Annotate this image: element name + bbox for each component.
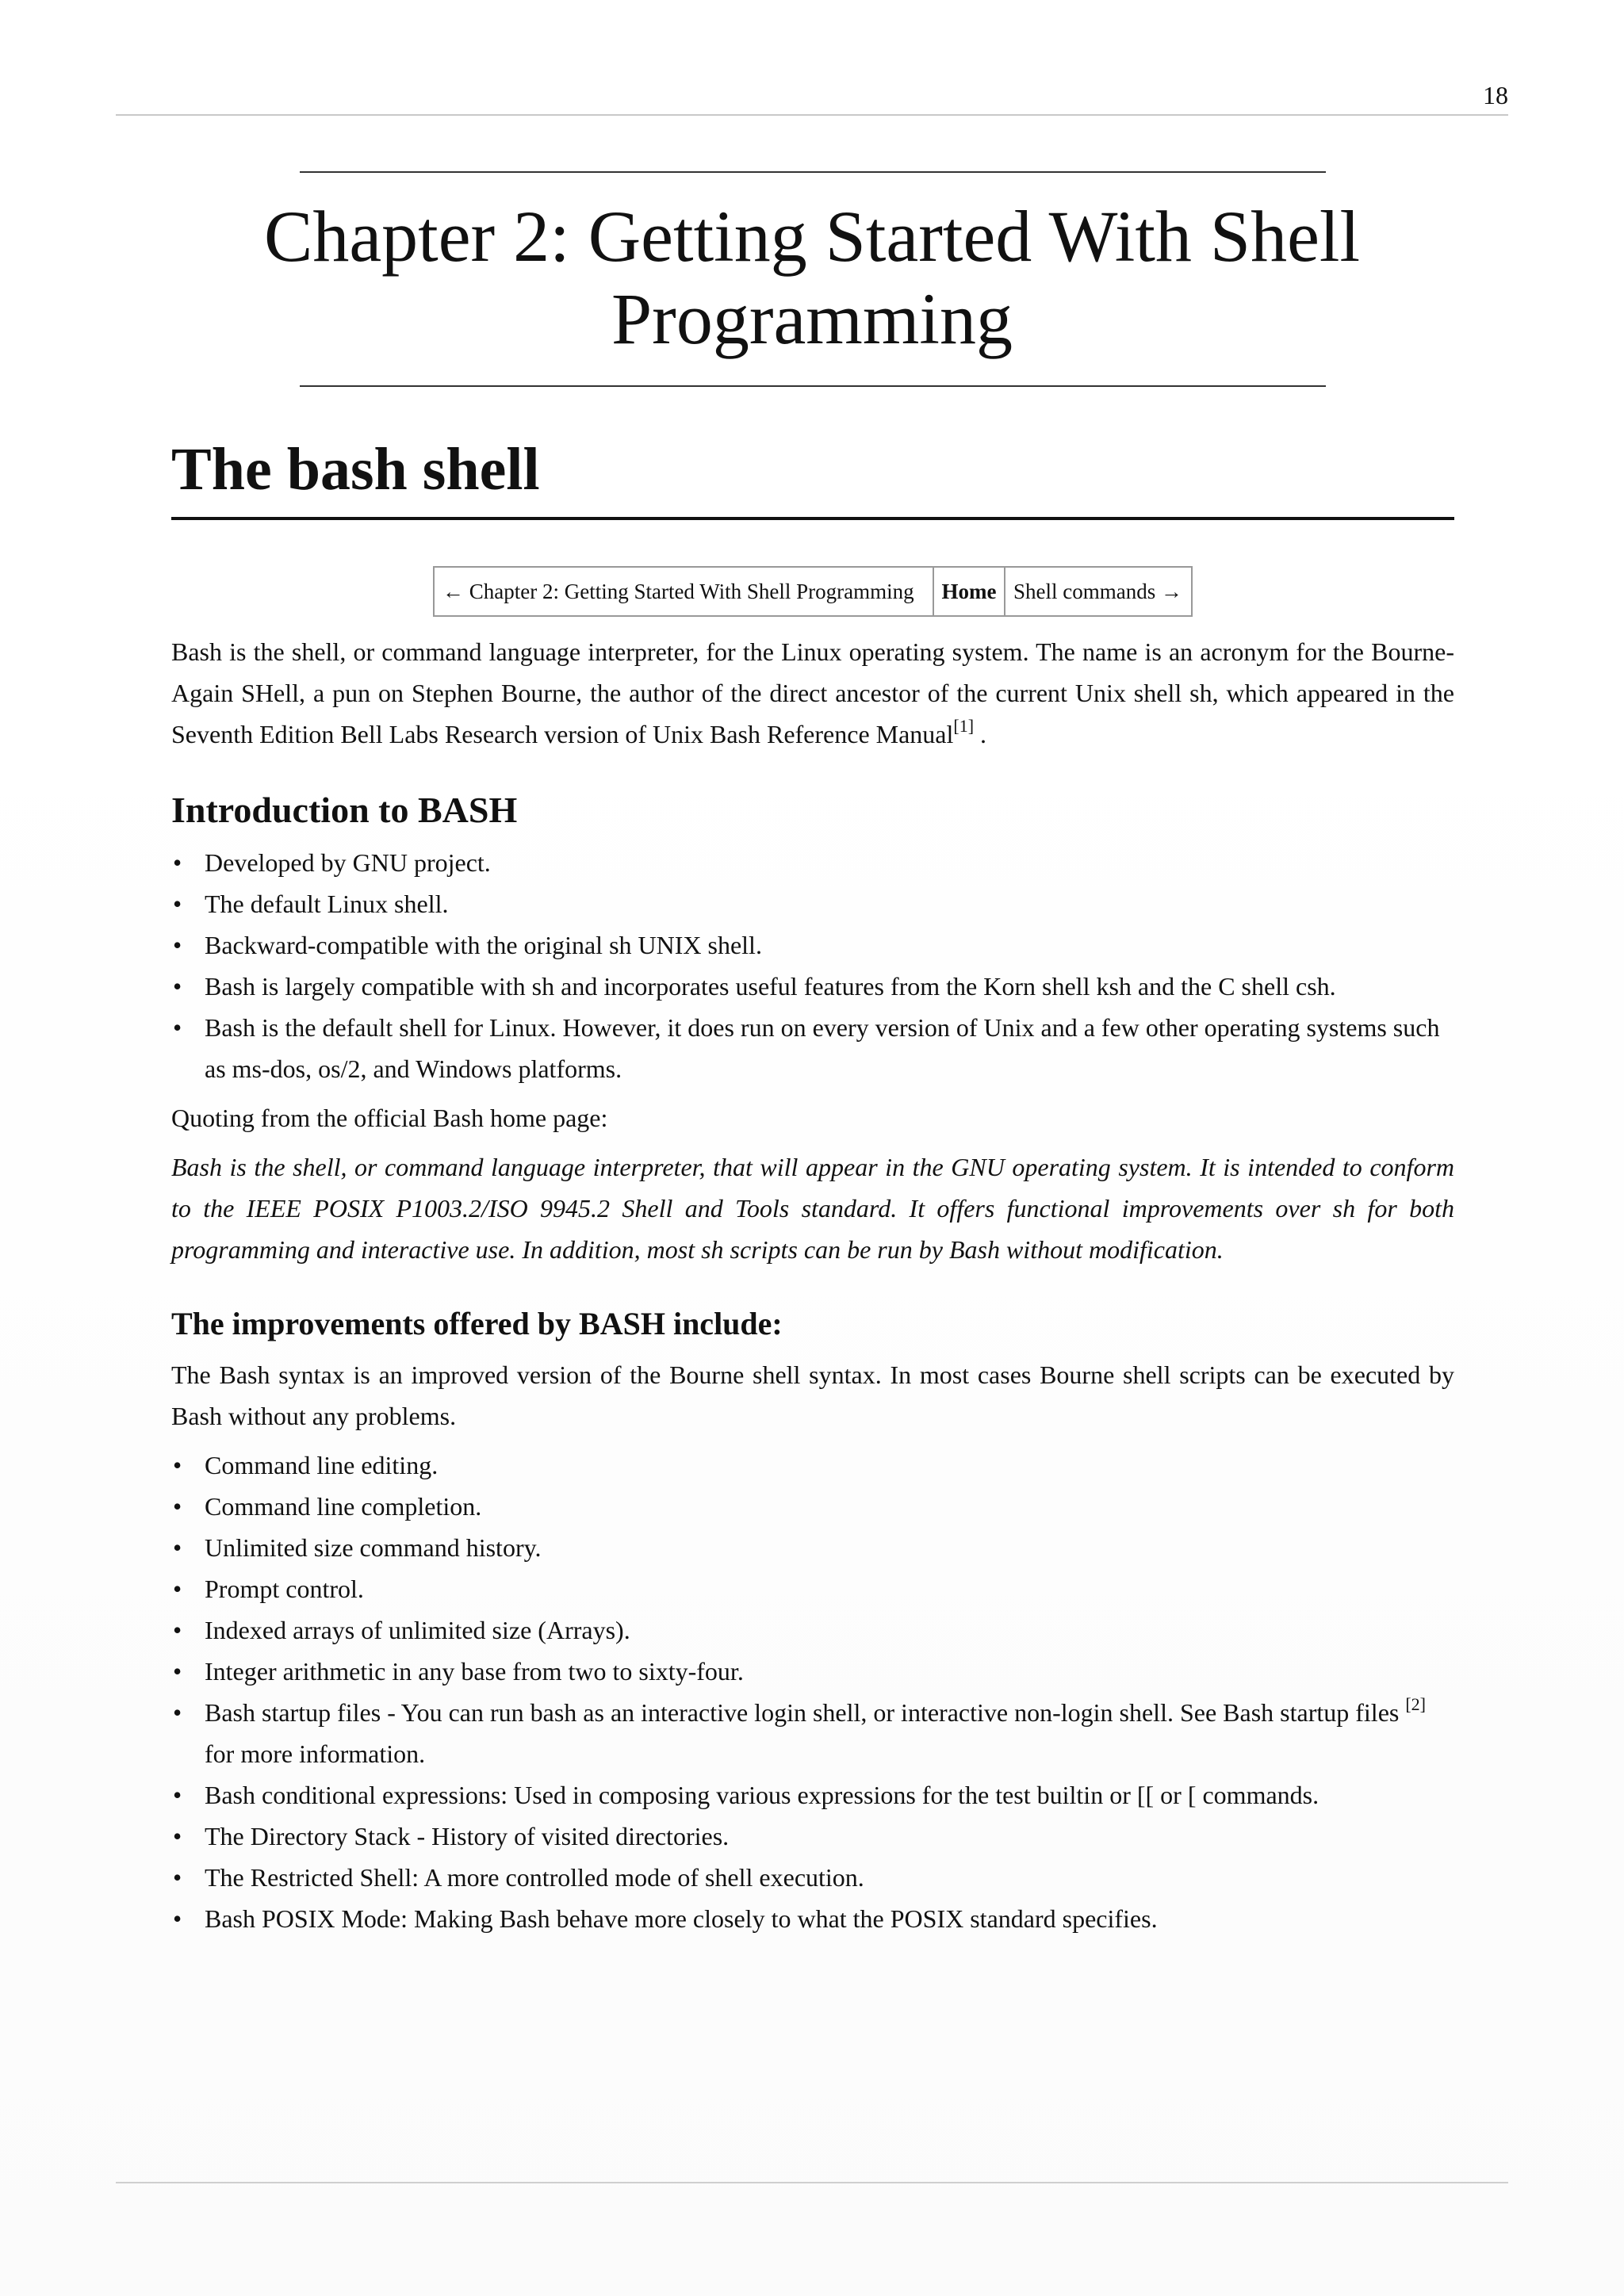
section-rule: [171, 517, 1454, 520]
introduction-heading: Introduction to BASH: [171, 790, 518, 830]
list-item: • Backward-compatible with the original sh UNIX shell.: [171, 924, 1454, 966]
footnote-ref-1[interactable]: [1]: [953, 716, 975, 736]
bullet-icon: •: [173, 1904, 182, 1933]
list-item: • Bash POSIX Mode: Making Bash behave more closely to what the POSIX standard specifies.: [171, 1898, 1454, 1939]
page-number: 18: [1483, 81, 1508, 109]
chapter-title: Chapter 2: Getting Started With Shell Programming: [263, 196, 1361, 359]
list-item: • Indexed arrays of unlimited size (Arrays).: [171, 1609, 1454, 1651]
nav-prev-link[interactable]: ← Chapter 2: Getting Started With Shell Programming: [442, 579, 914, 603]
bullet-icon: •: [173, 1013, 182, 1042]
list-item: • Unlimited size command history.: [171, 1527, 1454, 1568]
section-title: The bash shell: [171, 436, 540, 503]
introduction-list: [171, 842, 1454, 1089]
bullet-icon: •: [173, 1575, 182, 1603]
bullet-icon: •: [173, 890, 182, 918]
list-item: • Bash conditional expressions: Used in composing various expressions for the test builtin or [[ or [ commands.: [171, 1774, 1454, 1816]
intro-paragraph: [171, 631, 1454, 755]
bullet-icon: •: [173, 1451, 182, 1479]
bullet-icon: •: [173, 1533, 182, 1562]
article-body: [171, 631, 1454, 1947]
improvements-heading: The improvements offered by BASH include:: [171, 1306, 783, 1341]
header-rule: [116, 114, 1508, 116]
nav-home-link[interactable]: Home: [933, 568, 1004, 615]
bullet-icon: •: [173, 1616, 182, 1644]
intro-text: Bash is the shell, or command language interpreter, for the Linux operating system. The name is an acronym for the Bourne-Again SHell, a pun on Stephen Bourne, the author of the direct ancestor of the current Unix shell sh, which appeared in the Seventh Edition Bell Labs Research version of Unix Bash Reference Manual: [171, 637, 1454, 748]
bullet-icon: •: [173, 848, 182, 877]
bullet-icon: •: [173, 931, 182, 959]
improvements-list: [171, 1445, 1454, 1939]
bash-quote: Bash is the shell, or command language interpreter, that will appear in the GNU operating system. It is intended to conform to the IEEE POSIX P1003.2/ISO 9945.2 Shell and Tools standard. It offers functional improvements over sh for both programming and interactive use. In addition, most sh scripts can be run by Bash without modification.: [171, 1153, 1454, 1264]
intro-tail: .: [974, 720, 987, 748]
improvements-paragraph: The Bash syntax is an improved version of the Bourne shell syntax. In most cases Bourne shell scripts can be executed by Bash without any problems.: [171, 1360, 1454, 1430]
list-item: • Command line editing.: [171, 1445, 1454, 1486]
list-item: • Bash is the default shell for Linux. However, it does run on every version of Unix and a few other operating systems such as ms-dos, os/2, and Windows platforms.: [171, 1007, 1454, 1089]
bullet-icon: •: [173, 1698, 182, 1727]
footer-rule: [116, 2182, 1508, 2183]
bullet-icon: •: [173, 1781, 182, 1809]
startup-tail: for more information.: [205, 1739, 426, 1768]
list-item: • Prompt control.: [171, 1568, 1454, 1609]
list-item: • The Directory Stack - History of visited directories.: [171, 1816, 1454, 1857]
list-item: • Command line completion.: [171, 1486, 1454, 1527]
list-item: • The Restricted Shell: A more controlled mode of shell execution.: [171, 1857, 1454, 1898]
quote-intro: Quoting from the official Bash home page:: [171, 1104, 608, 1132]
bullet-icon: •: [173, 1822, 182, 1850]
list-item: [171, 1692, 1454, 1774]
bullet-icon: •: [173, 1492, 182, 1521]
chapter-rule-top: [300, 171, 1326, 173]
nav-next-link[interactable]: Shell commands →: [1004, 568, 1191, 615]
navigation-box: [433, 566, 1193, 617]
list-item: • The default Linux shell.: [171, 883, 1454, 924]
startup-text: Bash startup files - You can run bash as an interactive login shell, or interactive non-login shell. See Bash startup files: [205, 1698, 1406, 1727]
bullet-icon: •: [173, 972, 182, 1001]
bullet-icon: •: [173, 1863, 182, 1892]
bullet-icon: •: [173, 1657, 182, 1686]
list-item: • Bash is largely compatible with sh and incorporates useful features from the Korn shell ksh and the C shell csh.: [171, 966, 1454, 1007]
list-item: • Integer arithmetic in any base from two to sixty-four.: [171, 1651, 1454, 1692]
list-item: • Developed by GNU project.: [171, 842, 1454, 883]
chapter-rule-bottom: [300, 385, 1326, 387]
footnote-ref-2[interactable]: [2]: [1405, 1694, 1426, 1714]
